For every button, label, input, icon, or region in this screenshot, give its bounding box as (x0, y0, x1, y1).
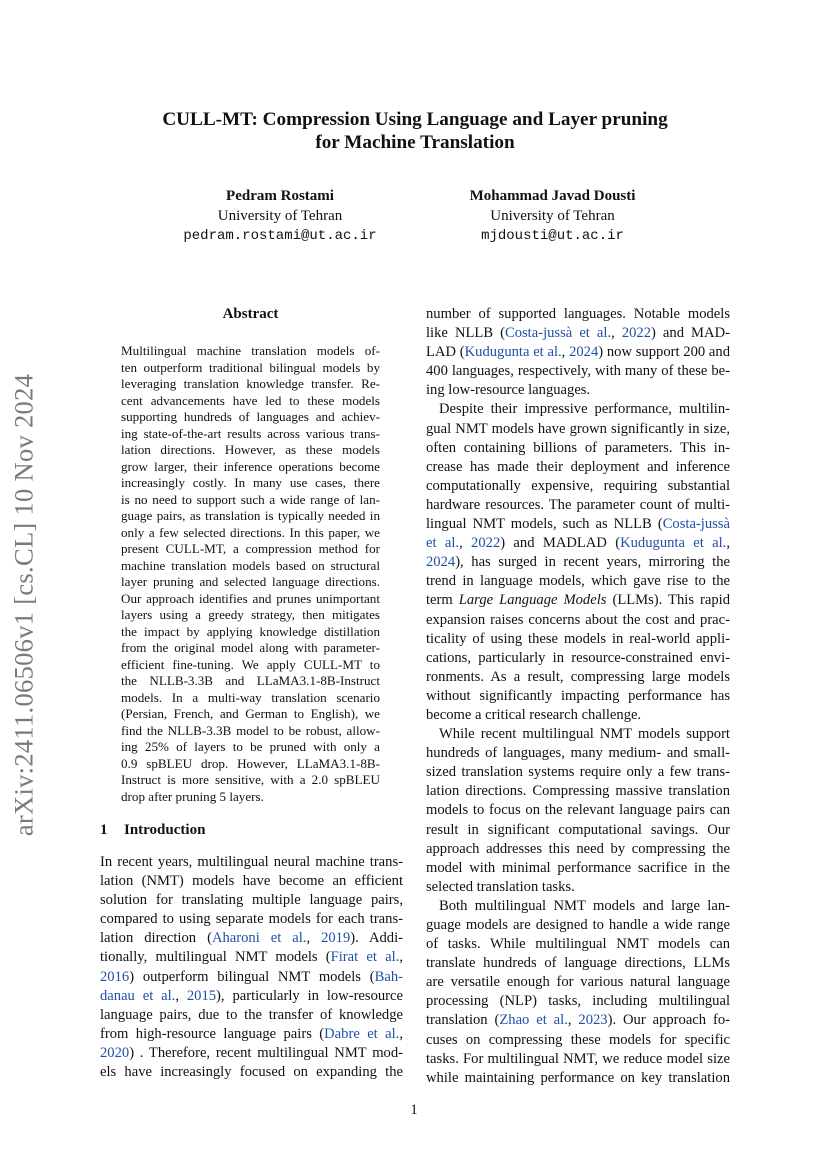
abstract-line: ten outperform traditional bilingual models by (121, 359, 380, 375)
text-run: , (567, 1012, 579, 1029)
text-line: often containing billions of parameters. This in- (426, 439, 730, 456)
text-line: hardware resources. The parameter count of multi- (426, 496, 730, 513)
section-number: 1 (100, 822, 108, 838)
text-line: without significantly impacting performance has (426, 687, 730, 704)
abstract-line: find the NLLB-3.3B model to be robust, allow- (121, 722, 380, 738)
section-heading-introduction (100, 822, 205, 839)
citation-link[interactable]: Kudugunta et al. (620, 535, 727, 552)
section-title: Introduction (124, 822, 206, 838)
text-run: translation ( (426, 1012, 500, 1029)
text-run: LAD ( (426, 344, 465, 361)
paper-title (100, 108, 730, 154)
abstract-line: layer pruning and selected language directions. (121, 574, 380, 589)
abstract-line: ing 25% of layers to be pruned with only a (121, 739, 380, 754)
abstract-line: models. In a multi-way translation scenario (121, 689, 380, 705)
author-block (180, 186, 380, 246)
abstract-line: layers using a greedy strategy, then mitigates (121, 607, 380, 622)
text-line (426, 591, 730, 610)
text-line (100, 968, 403, 987)
text-line: selected translation tasks. (426, 878, 575, 895)
text-run: from high-resource language pairs ( (100, 1025, 325, 1042)
text-run: , (611, 325, 622, 342)
text-line: cations, particularly in resource-constrained envi- (426, 649, 730, 666)
text-run: ) . Therefore, recent multilingual NMT mod- (129, 1044, 403, 1061)
abstract-line: the NLLB-3.3B and LLaMA3.1-8B-Instruct (121, 673, 380, 688)
author-name: Mohammad Javad Dousti (469, 188, 636, 204)
text-run: (LLMs). This rapid (606, 592, 730, 609)
right-column-text (426, 305, 730, 1088)
text-line: approach addresses this need by compressing the (426, 840, 730, 857)
author-affiliation: University of Tehran (490, 208, 615, 224)
text-line: compared to using separate models for each trans- (100, 911, 403, 928)
text-line: While recent multilingual NMT models support (439, 726, 730, 743)
text-line: Both multilingual NMT models and large lan- (439, 897, 730, 914)
text-run: ) and MAD- (651, 325, 730, 342)
text-run: , (175, 987, 187, 1004)
text-line: result in significant computational savings. Our (426, 821, 730, 838)
abstract-line: Multilingual machine translation models of- (121, 343, 380, 358)
text-line (100, 929, 403, 948)
abstract-line: only a few selected directions. In this paper, we (121, 524, 380, 540)
text-run: ), has surged in recent years, mirroring the (455, 554, 730, 571)
abstract-line: Instruct is more sensitive, with a 2.0 spBLEU (121, 772, 380, 787)
text-line: tasks. For multilingual NMT, we reduce model size (426, 1050, 730, 1067)
text-line: are versatile enough for various natural language (426, 974, 730, 991)
arxiv-stamp-text[interactable]: arXiv:2411.06506v1 [cs.CL] 10 Nov 2024 (8, 373, 39, 837)
text-run: ) now support 200 and (598, 344, 730, 361)
citation-link[interactable]: 2024 (426, 554, 456, 571)
abstract-line: present CULL-MT, a compression method for (121, 541, 380, 556)
text-line: language pairs, due to the transfer of knowledge (100, 1006, 403, 1023)
author-affiliation: University of Tehran (217, 208, 343, 224)
abstract-line: drop after pruning 5 layers. (121, 788, 264, 804)
abstract-line: (Persian, French, and German to English), we (121, 706, 380, 721)
text-line: expansion raises concerns about the cost and prac- (426, 611, 730, 628)
text-run: , (306, 930, 322, 947)
citation-link[interactable]: 2023 (578, 1012, 608, 1029)
abstract-heading: Abstract (222, 306, 279, 322)
text-line: cuses on compressing these models for specific (426, 1031, 730, 1048)
left-column-text (100, 853, 403, 1082)
emphasis-term: Large Language Models (458, 592, 607, 609)
text-run: , (399, 1025, 403, 1042)
text-line: trend in language models, which gave rise to the (426, 573, 730, 590)
author-email[interactable]: mjdousti@ut.ac.ir (481, 228, 624, 244)
text-line (426, 515, 730, 534)
text-line (100, 1044, 403, 1063)
text-line: translate hundreds of language directions, LLMs (426, 955, 730, 972)
abstract-line: cent advancements have led to these models (121, 392, 380, 408)
citation-link[interactable]: Costa-jussà (662, 516, 730, 533)
abstract-line: supporting hundreds of languages and achiev- (121, 409, 380, 424)
text-run: ), particularly in low-resource (216, 987, 403, 1004)
abstract-line: guage pairs, as translation is typically needed in (121, 508, 380, 523)
text-line: crease has made their deployment and inference (426, 458, 730, 475)
citation-link[interactable]: Dabre et al. (324, 1025, 400, 1042)
text-line: computationally expensive, requiring substantial (426, 477, 730, 494)
text-line (426, 534, 730, 553)
abstract-line: the impact by applying knowledge distillation (121, 623, 380, 639)
text-line (426, 324, 730, 343)
author-name: Pedram Rostami (226, 188, 334, 204)
citation-link[interactable]: 2022 (621, 325, 651, 342)
citation-link[interactable]: Bah- (374, 968, 403, 985)
text-line: guage models are designed to handle a wide range (426, 917, 730, 933)
text-run: , (459, 535, 472, 552)
citation-link[interactable]: 2020 (100, 1044, 130, 1061)
abstract-line: efficient fine-tuning. We apply CULL-MT to (121, 656, 380, 672)
abstract-body (121, 343, 380, 805)
page-number: 1 (410, 1102, 418, 1118)
abstract-line: 0.9 spBLEU drop. However, LLaMA3.1-8B- (121, 755, 380, 771)
text-run: lingual NMT models, such as NLLB ( (426, 516, 663, 533)
text-run: term (426, 592, 459, 609)
text-line: models to focus on the relevant language pairs can (426, 802, 730, 819)
text-run: ) and MADLAD ( (500, 535, 621, 552)
text-line: while maintaining performance on key translation (426, 1069, 730, 1086)
text-line: Despite their impressive performance, multilin- (439, 401, 730, 418)
text-line (100, 948, 403, 967)
citation-link[interactable]: danau et al. (100, 987, 176, 1004)
citation-link[interactable]: Kudugunta et al. (464, 344, 562, 361)
title-line-2: for Machine Translation (315, 132, 515, 153)
author-email[interactable]: pedram.rostami@ut.ac.ir (183, 228, 377, 244)
citation-link[interactable]: et al. (426, 535, 460, 552)
citation-link[interactable]: 2019 (321, 930, 351, 947)
text-run: , (726, 535, 730, 552)
abstract-line: Our approach identifies and prunes unimportant (121, 590, 380, 606)
text-run: ). Our approach fo- (607, 1012, 730, 1029)
text-line (100, 987, 403, 1006)
text-run: , (399, 949, 403, 966)
text-run: ) outperform bilingual NMT models ( (129, 968, 375, 985)
text-line: ing low-resource languages. (426, 382, 591, 399)
text-line: lation (NMT) models have become an efficient (100, 873, 403, 890)
text-line: gual NMT models have grown significantly in size, (426, 420, 730, 437)
text-line: ticality of using these models in real-world appli- (426, 630, 730, 647)
abstract-line: from the original model along with parameter- (121, 640, 380, 655)
text-line: ronments. As a result, compressing large models (426, 668, 730, 685)
text-line: number of supported languages. Notable models (426, 306, 730, 322)
text-line (426, 553, 730, 572)
text-line: lation directions. Compressing massive translation (426, 783, 730, 800)
text-run: like NLLB ( (426, 325, 505, 342)
text-line: model with minimal performance sacrifice in the (426, 859, 730, 876)
citation-link[interactable]: Costa-jussà et al. (504, 325, 612, 342)
abstract-line: ing state-of-the-art results across various trans- (121, 425, 380, 441)
text-line: processing (NLP) tasks, including multilingual (426, 993, 730, 1010)
text-line (100, 1025, 403, 1044)
text-run: , (561, 344, 570, 361)
title-line-1: CULL-MT: Compression Using Language and Layer pruning (162, 109, 668, 130)
text-line (426, 1011, 730, 1030)
text-line (426, 343, 730, 362)
abstract-line: leveraging translation knowledge transfer. Re- (121, 376, 380, 391)
author-block (430, 186, 675, 246)
citation-link[interactable]: Zhao et al. (499, 1012, 568, 1029)
abstract-line: is no need to support such a wide range of lan- (121, 491, 380, 507)
abstract-line: increasingly costly. In many use cases, there (121, 475, 380, 490)
text-line: become a critical research challenge. (426, 706, 642, 723)
citation-link[interactable]: 2016 (100, 968, 130, 985)
text-run: ). Addi- (350, 930, 403, 947)
text-line: sized translation systems require only a few trans- (426, 764, 730, 781)
text-run: tionally, multilingual NMT models ( (100, 949, 331, 966)
text-run: lation direction ( (100, 930, 212, 947)
citation-link[interactable]: Firat et al. (330, 949, 400, 966)
citation-link[interactable]: 2015 (186, 987, 217, 1004)
text-line: els have increasingly focused on expanding the (100, 1064, 403, 1081)
abstract-line: grow larger, their inference operations become (121, 458, 380, 474)
text-line: 400 languages, respectively, with many of these be- (426, 363, 730, 380)
citation-link[interactable]: 2022 (471, 535, 501, 552)
text-line: In recent years, multilingual neural machine trans- (100, 854, 403, 870)
abstract-line: machine translation models based on structural (121, 557, 380, 573)
citation-link[interactable]: Aharoni et al. (211, 930, 307, 947)
text-line: hundreds of languages, many medium- and small- (426, 745, 730, 762)
citation-link[interactable]: 2024 (569, 344, 599, 361)
abstract-line: lation directions. However, as these models (121, 442, 380, 457)
text-line: of tasks. While multilingual NMT models can (426, 936, 730, 953)
text-line: solution for translating multiple language pairs, (100, 892, 403, 909)
